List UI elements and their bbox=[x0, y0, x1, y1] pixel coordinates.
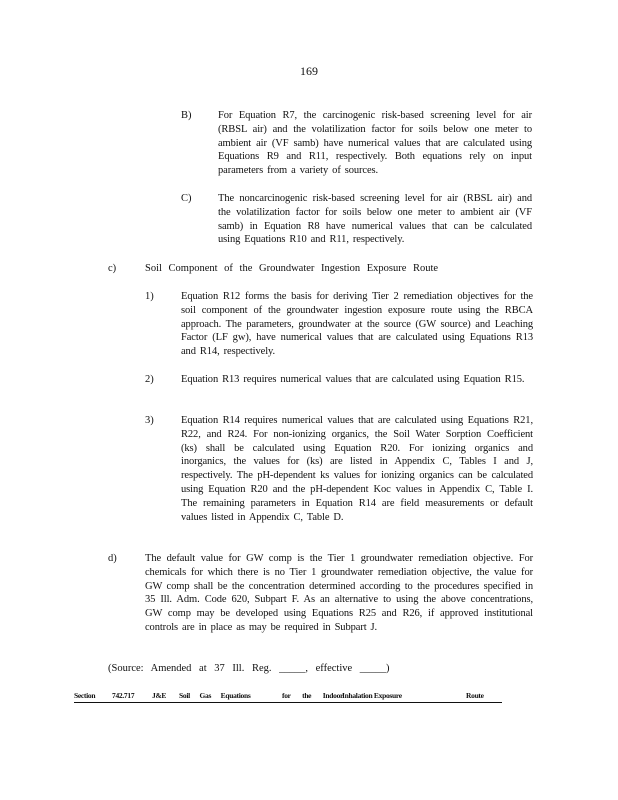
footer-title-je: J&E bbox=[152, 691, 167, 700]
footer-title-soil-gas: Soil Gas Equations bbox=[179, 691, 251, 700]
item-2-paragraph: Equation R13 requires numerical values that are calculated using Equation R15. bbox=[181, 374, 525, 385]
item-1-paragraph: Equation R12 forms the basis for deriving Tier 2 remediation objectives for the soil component of the groundwater ingestion exposure route using the RBCA approach. The parameters, groundwater at the source (GW source) and Leaching Factor (LF gw), have numerical values that are calculated using Equations R13 and R14, respectively. bbox=[181, 291, 533, 358]
footer-title-route: Route bbox=[466, 691, 484, 700]
footer-rule bbox=[74, 702, 502, 703]
footer-section: Section bbox=[74, 691, 96, 700]
subsection-c-label: c) bbox=[108, 263, 117, 274]
subsection-d-label: d) bbox=[108, 553, 117, 564]
item-c-paragraph: The noncarcinogenic risk-based screening level for air (RBSL air) and the volatilization factor for soils below one meter to ambient air (VF samb) in Equation R8 have numerical values that can be calculated using Equations R10 and R11, respectively. bbox=[218, 193, 532, 246]
source-note: (Source: Amended at 37 Ill. Reg. _____, effective _____) bbox=[108, 663, 390, 674]
subsection-c-heading: Soil Component of the Groundwater Ingestion Exposure Route bbox=[145, 263, 439, 274]
subsection-d-paragraph: The default value for GW comp is the Tier 1 groundwater remediation objective. For chemicals for which there is no Tier 1 groundwater remediation objective, the value for GW comp shall be the concentration determined according to the procedures specified in 35 Ill. Adm. Code 620, Subpart F. As an alternative to using the above concentrations, GW comp may be developed using Equations R25 and R26, if approved institutional controls are in place as may be required in Subpart J. bbox=[145, 553, 533, 633]
item-b-label: B) bbox=[181, 110, 192, 121]
footer-title-inhalation: Inhalation Exposure bbox=[342, 691, 402, 700]
page-number: 169 bbox=[300, 64, 318, 78]
item-3-paragraph: Equation R14 requires numerical values that are calculated using Equations R21, R22, and R24. For non-ionizing organics, the Soil Water Sorption Coefficient (ks) shall be calculated using Equation R20. For ionizing organics and inorganics, the values for (ks) are listed in Appendix C, Tables I and J, respectively. The pH-dependent ks values for ionizing organics can be calculated using Equation R20 and the pH-dependent Koc values in Appendix C, Table I. The remaining parameters in Equation R14 are field measurements or default values listed in Appendix C, Table D. bbox=[181, 415, 533, 523]
item-3-label: 3) bbox=[145, 415, 154, 426]
footer-number: 742.717 bbox=[112, 691, 135, 700]
footer-title-indoor: for the Indoor bbox=[282, 691, 344, 700]
item-2-label: 2) bbox=[145, 374, 154, 385]
item-c-label: C) bbox=[181, 193, 192, 204]
item-1-label: 1) bbox=[145, 291, 154, 302]
item-b-paragraph: For Equation R7, the carcinogenic risk-based screening level for air (RBSL air) and the volatilization factor for soils below one meter to ambient air (VF samb) have numerical values that are calculated using Equations R9 and R11, respectively. Both equations rely on input parameters from a variety of sources. bbox=[218, 110, 532, 177]
